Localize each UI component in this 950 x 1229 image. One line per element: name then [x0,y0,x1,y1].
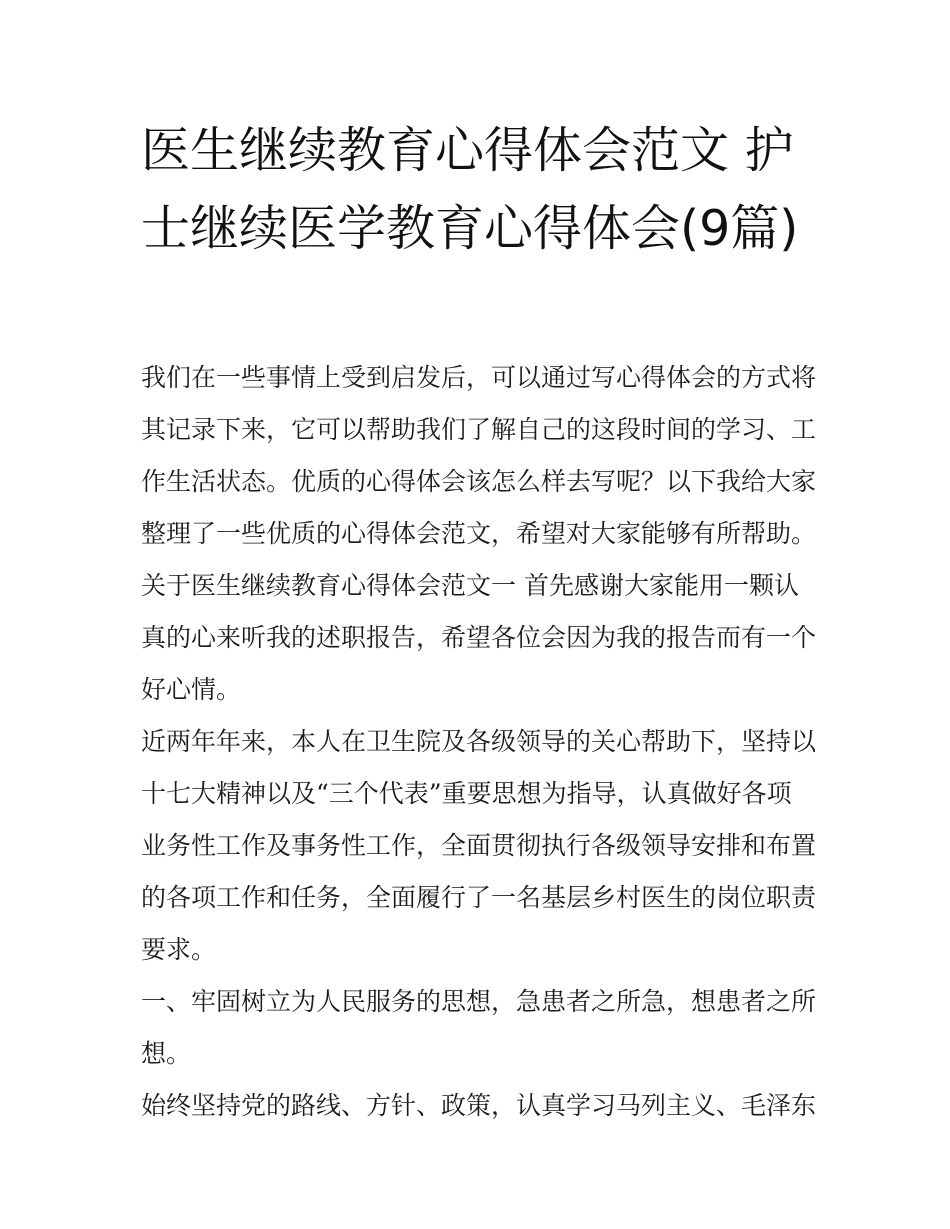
paragraph-work-summary: 近两年年来，本人在卫生院及各级领导的关心帮助下，坚持以十七大精神以及“三个代表”重要思想为指导，认真做好各项业务性工作及事务性工作，全面贯彻执行各级领导安排和布置的各项工作和任务，全面履行了一名基层乡村医生的岗位职责要求。 [141,727,817,964]
paragraph-intro: 我们在一些事情上受到启发后，可以通过写心得体会的方式将其记录下来，它可以帮助我们了解自己的这段时间的学习、工作生活状态。优质的心得体会该怎么样去写呢？以下我给大家整理了一些优质的心得体会范文，希望对大家能够有所帮助。 [141,363,817,548]
document-title: 医生继续教育心得体会范文 护士继续医学教育心得体会(9篇) [141,122,799,257]
paragraph-essay-one-opening: 关于医生继续教育心得体会范文一 首先感谢大家能用一颗认真的心来听我的述职报告，希望各位会因为我的报告而有一个好心情。 [141,571,817,704]
document-body [141,352,816,1132]
paragraph-section-one-body: 始终坚持党的路线、方针、政策，认真学习马列主义、毛泽东 [141,1091,817,1120]
paragraph-section-one-heading: 一、牢固树立为人民服务的思想，急患者之所急，想患者之所想。 [141,987,817,1068]
